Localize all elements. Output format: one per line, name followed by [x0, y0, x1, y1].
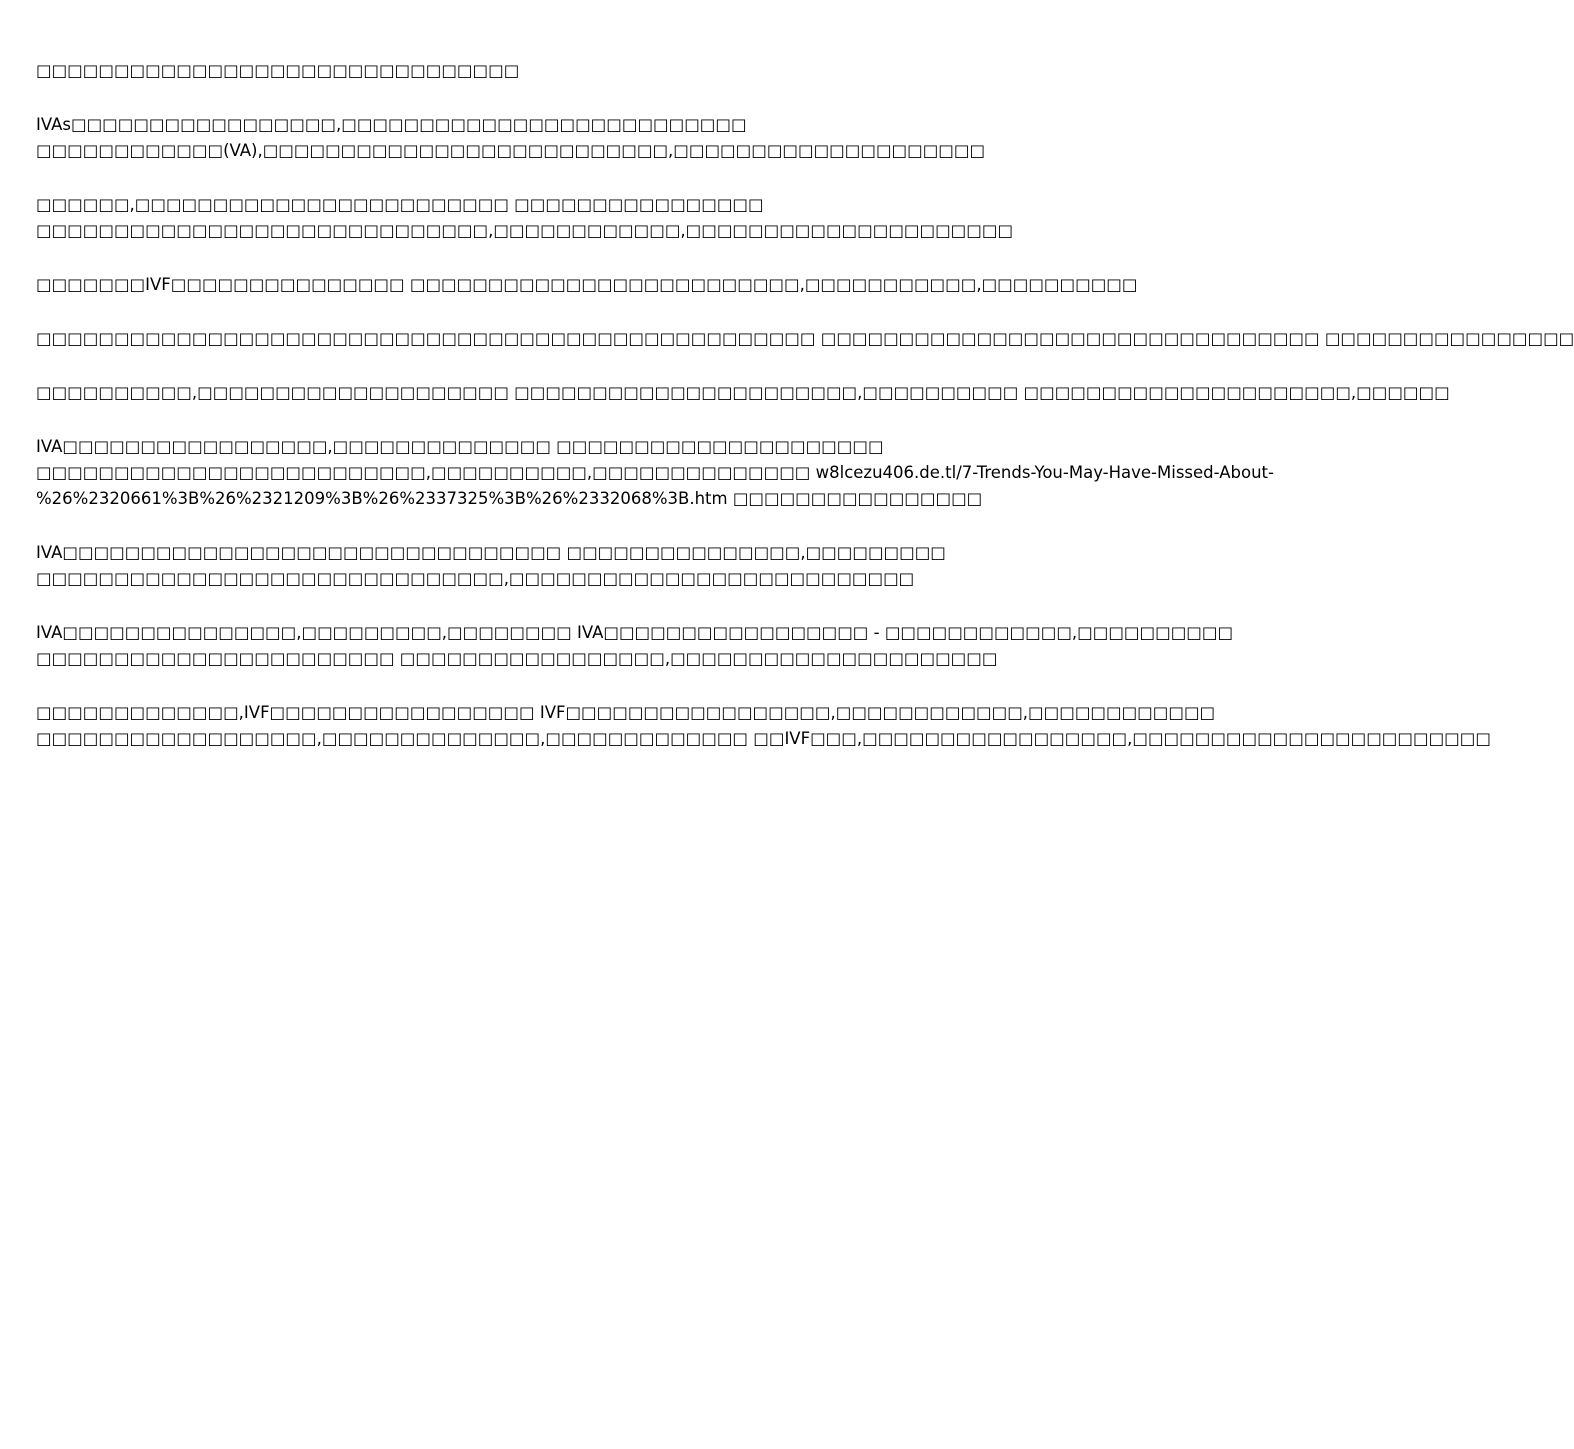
paragraph-10 [36, 700, 1491, 752]
paragraph-7 [36, 434, 1274, 512]
text-line-with-link: %26%2320661%3B%26%2321209%3B%26%2337325%3B%26%2332068%3B.htm □□□□□□□□□□□□□□□□ [36, 489, 983, 508]
text-line: □□□□□□□□□□□□(VA),□□□□□□□□□□□□□□□□□□□□□□□□□□,□□□□□□□□□□□□□□□□□□□□ [36, 141, 986, 160]
text-line: IVAs□□□□□□□□□□□□□□□□□,□□□□□□□□□□□□□□□□□□□□□□□□□□ [36, 115, 747, 134]
paragraph-6 [36, 380, 1450, 406]
text-line: □□□□□□□□□□□□□□□□□□□□□□□□□□□□□□,□□□□□□□□□□□□□□□□□□□□□□□□□□ [36, 569, 915, 588]
document-body [36, 58, 1574, 780]
paragraph-5 [36, 326, 1574, 352]
text-line: IVA□□□□□□□□□□□□□□□□□□□□□□□□□□□□□□□□ □□□□□□□□□□□□□□□,□□□□□□□□□ [36, 543, 946, 562]
paragraph-8 [36, 540, 994, 592]
text-line: □□□□□□□□□□□□□□□□□□,□□□□□□□□□□□□□□,□□□□□□□□□□□□□ □□IVF□□□,□□□□□□□□□□□□□□□□□,□□□□□□□□□□□□□□□□□□□□□□□ [36, 729, 1491, 748]
text-line: □□□□□□,□□□□□□□□□□□□□□□□□□□□□□□□ □□□□□□□□□□□□□□□□ [36, 195, 764, 214]
paragraph-4 [36, 272, 1138, 298]
text-line: □□□□□□□□□□□□□□□□□□□□□□□ □□□□□□□□□□□□□□□□□,□□□□□□□□□□□□□□□□□□□□□ [36, 649, 998, 668]
paragraph-2 [36, 112, 994, 164]
text-line: □□□□□□□□□□□□□,IVF□□□□□□□□□□□□□□□□□ IVF□□□□□□□□□□□□□□□□□,□□□□□□□□□□□□,□□□□□□□□□□□□ [36, 703, 1216, 722]
text-line: □□□□□□□□□□□□□□□□□□□□□□□□□□□□□□□ [36, 61, 520, 80]
text-line: IVA□□□□□□□□□□□□□□□□□,□□□□□□□□□□□□□□ □□□□□□□□□□□□□□□□□□□□□ [36, 437, 884, 456]
paragraph-9 [36, 620, 1234, 672]
text-line: IVA□□□□□□□□□□□□□□□,□□□□□□□□□,□□□□□□□□ IVA□□□□□□□□□□□□□□□□□ - □□□□□□□□□□□□,□□□□□□□□□□ [36, 623, 1234, 642]
text-line: □□□□□□□□□□□□□□□□□□□□□□□□□□□□□□□□□□□□□□□□□□□□□□□□□□ □□□□□□□□□□□□□□□□□□□□□□□□□□□□□□□□ □□□□□□□□□□□□□□□□ [36, 329, 1574, 348]
text-line: □□□□□□□□□□□□□□□□□□□□□□□□□□□□□,□□□□□□□□□□□□,□□□□□□□□□□□□□□□□□□□□□ [36, 221, 1014, 240]
text-line: □□□□□□□□□□,□□□□□□□□□□□□□□□□□□□□ □□□□□□□□□□□□□□□□□□□□□□,□□□□□□□□□□ □□□□□□□□□□□□□□□□□□□□□,□□□□□□ [36, 383, 1450, 402]
text-line-with-link: □□□□□□□□□□□□□□□□□□□□□□□□□,□□□□□□□□□□,□□□□□□□□□□□□□□ w8lcezu406.de.tl/7-Trends-You-May-Have-Missed-About- [36, 463, 1274, 482]
paragraph-3 [36, 192, 1014, 244]
paragraph-1 [36, 58, 994, 84]
text-line: □□□□□□□IVF□□□□□□□□□□□□□□□ □□□□□□□□□□□□□□□□□□□□□□□□□,□□□□□□□□□□□,□□□□□□□□□□ [36, 275, 1138, 294]
